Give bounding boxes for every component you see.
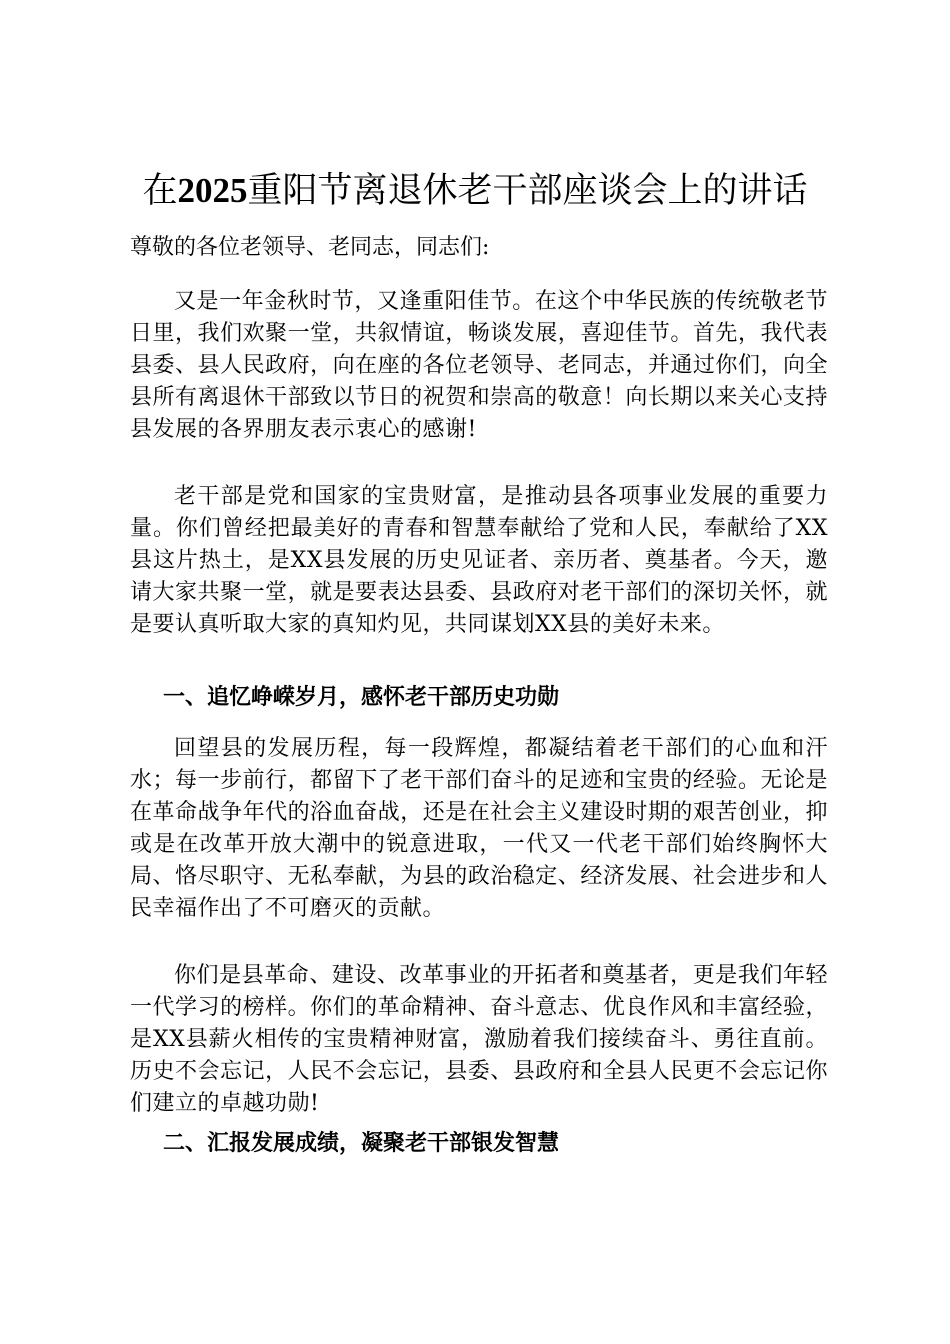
- title-year: 2025: [177, 171, 248, 210]
- title-rest: 重阳节离退休老干部座谈会上的讲话: [247, 171, 808, 211]
- paragraph-role-models: 你们是县革命、建设、改革事业的开拓者和奠基者，更是我们年轻一代学习的榜样。你们的革命精神、奋斗意志、优良作风和丰富经验，是XX县薪火相传的宝贵精神财富，激励着我们接续奋斗、勇往直前。历史不会忘记，人民不会忘记，县委、县政府和全县人民更不会忘记你们建立的卓越功勋!: [130, 963, 828, 1116]
- document-title: [60, 168, 890, 214]
- paragraph-history: 回望县的发展历程，每一段辉煌，都凝结着老干部们的心血和汗水；每一步前行，都留下了老干部们奋斗的足迹和宝贵的经验。无论是在革命战争年代的浴血奋战，还是在社会主义建设时期的艰苦创业，抑或是在改革开放大潮中的锐意进取，一代又一代老干部们始终胸怀大局、恪尽职守、无私奉献，为县的政治稳定、经济发展、社会进步和人民幸福作出了不可磨灭的贡献。: [130, 736, 828, 921]
- paragraph-opening: 又是一年金秋时节，又逢重阳佳节。在这个中华民族的传统敬老节日里，我们欢聚一堂，共叙情谊，畅谈发展，喜迎佳节。首先，我代表县委、县人民政府，向在座的各位老领导、老同志，并通过你们，向全县所有离退休干部致以节日的祝贺和崇高的敬意！向长期以来关心支持县发展的各界朋友表示衷心的感谢!: [130, 289, 828, 442]
- title-prefix: 在: [142, 171, 178, 211]
- salutation: 尊敬的各位老领导、老同志，同志们:: [130, 235, 490, 260]
- section-heading-2: 二、汇报发展成绩，凝聚老干部银发智慧: [163, 1130, 560, 1156]
- section-heading-1: 一、追忆峥嵘岁月，感怀老干部历史功勋: [163, 684, 560, 710]
- paragraph-veterans-value: 老干部是党和国家的宝贵财富，是推动县各项事业发展的重要力量。你们曾经把最美好的青春和智慧奉献给了党和人民，奉献给了XX县这片热土，是XX县发展的历史见证者、亲历者、奠基者。今天，邀请大家共聚一堂，就是要表达县委、县政府对老干部们的深切关怀，就是要认真听取大家的真知灼见，共同谋划XX县的美好未来。: [130, 484, 828, 637]
